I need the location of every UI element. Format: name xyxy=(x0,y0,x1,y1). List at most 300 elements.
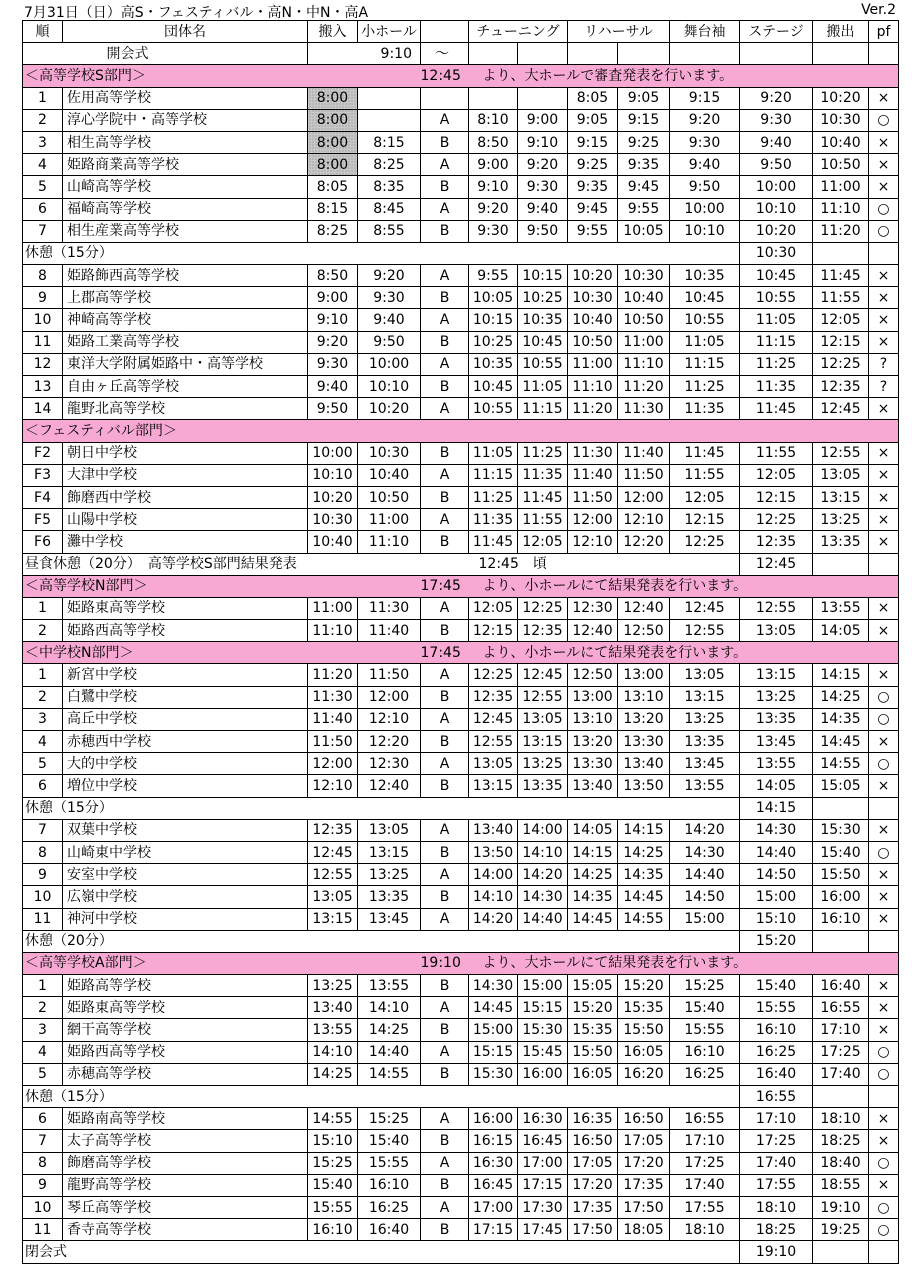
order-number: 4 xyxy=(23,731,63,753)
order-number: 13 xyxy=(23,376,63,398)
rehearsal-start: 14:15 xyxy=(568,841,618,863)
stage-time: 9:50 xyxy=(740,154,813,176)
load-out-time: 10:30 xyxy=(813,109,869,131)
wing-time: 15:55 xyxy=(670,1019,740,1041)
tuning-end: 12:35 xyxy=(518,620,568,642)
rehearsal-start: 13:30 xyxy=(568,753,618,775)
small-hall-time: 14:40 xyxy=(358,1041,421,1063)
room-letter: A xyxy=(421,509,469,531)
stage-time: 16:40 xyxy=(740,1063,813,1085)
col-header-rehearsal: リハーサル xyxy=(568,21,670,43)
small-hall-time: 8:15 xyxy=(358,131,421,153)
load-out-time: 19:25 xyxy=(813,1219,869,1241)
stage-time: 9:20 xyxy=(740,87,813,109)
room-letter: B xyxy=(421,775,469,797)
rehearsal-start: 15:05 xyxy=(568,975,618,997)
col-header-order: 順 xyxy=(23,21,63,43)
rehearsal-start: 13:10 xyxy=(568,708,618,730)
order-number: 5 xyxy=(23,176,63,198)
cell xyxy=(813,1086,869,1108)
load-out-time: 13:55 xyxy=(813,597,869,619)
group-name: 相生産業高等学校 xyxy=(63,220,308,242)
cell xyxy=(869,242,899,264)
tuning-start: 13:50 xyxy=(469,841,518,863)
pf-mark: ○ xyxy=(869,1063,899,1085)
section-result-time: 17:45 xyxy=(421,642,469,664)
pf-mark: × xyxy=(869,154,899,176)
load-out-time: 18:55 xyxy=(813,1174,869,1196)
break-row xyxy=(23,242,899,264)
rehearsal-start: 9:25 xyxy=(568,154,618,176)
small-hall-time: 10:10 xyxy=(358,376,421,398)
load-out-time: 11:00 xyxy=(813,176,869,198)
small-hall-time: 16:10 xyxy=(358,1174,421,1196)
stage-time: 9:30 xyxy=(740,109,813,131)
section-result-time: 17:45 xyxy=(421,575,469,597)
small-hall-time: 9:40 xyxy=(358,309,421,331)
schedule-row xyxy=(23,708,899,730)
stage-time: 16:55 xyxy=(740,1086,813,1108)
tuning-end xyxy=(518,87,568,109)
load-in-time: 8:50 xyxy=(308,265,358,287)
tuning-end: 9:30 xyxy=(518,176,568,198)
small-hall-time: 8:45 xyxy=(358,198,421,220)
tuning-end: 13:15 xyxy=(518,731,568,753)
pf-mark: × xyxy=(869,176,899,198)
rehearsal-end: 14:35 xyxy=(618,864,670,886)
rehearsal-end: 9:35 xyxy=(618,154,670,176)
schedule-row xyxy=(23,376,899,398)
schedule-row xyxy=(23,109,899,131)
section-result-note: より、小ホールにて結果発表を行います。 xyxy=(469,575,899,597)
rehearsal-start: 14:25 xyxy=(568,864,618,886)
group-name: 佐用高等学校 xyxy=(63,87,308,109)
order-number: 3 xyxy=(23,1019,63,1041)
wing-time: 12:05 xyxy=(670,486,740,508)
small-hall-time: 14:10 xyxy=(358,997,421,1019)
stage-time: 18:10 xyxy=(740,1196,813,1218)
schedule-row xyxy=(23,398,899,420)
break-label: 休憩（15分） xyxy=(23,797,740,819)
load-out-time: 16:00 xyxy=(813,886,869,908)
schedule-row xyxy=(23,908,899,930)
load-in-time: 11:00 xyxy=(308,597,358,619)
section-title: ＜高等学校S部門＞ xyxy=(23,65,421,87)
tuning-start: 15:30 xyxy=(469,1063,518,1085)
pf-mark: ○ xyxy=(869,1041,899,1063)
tuning-end: 11:25 xyxy=(518,442,568,464)
order-number: 4 xyxy=(23,1041,63,1063)
schedule-row xyxy=(23,331,899,353)
rehearsal-end: 15:50 xyxy=(618,1019,670,1041)
load-out-time: 11:55 xyxy=(813,287,869,309)
room-letter: B xyxy=(421,531,469,553)
schedule-row xyxy=(23,864,899,886)
order-number: 3 xyxy=(23,131,63,153)
small-hall-time: 12:30 xyxy=(358,753,421,775)
section-title: ＜中学校N部門＞ xyxy=(23,642,421,664)
wing-time: 10:10 xyxy=(670,220,740,242)
schedule-row xyxy=(23,87,899,109)
group-name: 高丘中学校 xyxy=(63,708,308,730)
section-result-note: より、大ホールで審査発表を行います。 xyxy=(469,65,899,87)
col-header-out: 搬出 xyxy=(813,21,869,43)
tuning-end: 15:15 xyxy=(518,997,568,1019)
schedule-row xyxy=(23,287,899,309)
schedule-row xyxy=(23,1174,899,1196)
small-hall-time: 13:55 xyxy=(358,975,421,997)
tuning-start: 11:15 xyxy=(469,464,518,486)
load-out-time: 11:10 xyxy=(813,198,869,220)
rehearsal-end: 12:40 xyxy=(618,597,670,619)
small-hall-time: 10:20 xyxy=(358,398,421,420)
wing-time: 10:55 xyxy=(670,309,740,331)
room-letter: A xyxy=(421,198,469,220)
small-hall-time: 15:55 xyxy=(358,1152,421,1174)
order-number: 11 xyxy=(23,1219,63,1241)
title-bar xyxy=(22,0,898,20)
pf-mark: ○ xyxy=(869,1219,899,1241)
rehearsal-start: 15:35 xyxy=(568,1019,618,1041)
stage-time: 12:35 xyxy=(740,531,813,553)
room-letter: A xyxy=(421,309,469,331)
schedule-row xyxy=(23,1219,899,1241)
small-hall-time: 15:25 xyxy=(358,1108,421,1130)
group-name: 龍野北高等学校 xyxy=(63,398,308,420)
wing-time: 11:25 xyxy=(670,376,740,398)
stage-time: 11:45 xyxy=(740,398,813,420)
small-hall-time: 11:10 xyxy=(358,531,421,553)
stage-time: 15:20 xyxy=(740,930,813,952)
pf-mark: × xyxy=(869,664,899,686)
page-title: 7月31日（日）高S・フェスティバル・高N・中N・高A xyxy=(24,5,369,21)
load-in-time: 9:20 xyxy=(308,331,358,353)
group-name: 神崎高等学校 xyxy=(63,309,308,331)
rehearsal-end: 11:50 xyxy=(618,464,670,486)
cell xyxy=(869,553,899,575)
pf-mark: × xyxy=(869,1130,899,1152)
schedule-row xyxy=(23,841,899,863)
stage-time: 12:15 xyxy=(740,486,813,508)
group-name: 山崎高等学校 xyxy=(63,176,308,198)
small-hall-time: 11:40 xyxy=(358,620,421,642)
stage-time: 17:55 xyxy=(740,1174,813,1196)
load-out-time: 12:35 xyxy=(813,376,869,398)
tuning-end: 11:55 xyxy=(518,509,568,531)
load-in-time: 8:00 xyxy=(308,109,358,131)
rehearsal-start: 13:20 xyxy=(568,731,618,753)
order-number: 2 xyxy=(23,620,63,642)
rehearsal-start: 14:35 xyxy=(568,886,618,908)
rehearsal-end: 14:45 xyxy=(618,886,670,908)
order-number: 1 xyxy=(23,597,63,619)
stage-time: 13:55 xyxy=(740,753,813,775)
tuning-start: 9:00 xyxy=(469,154,518,176)
rehearsal-end: 11:10 xyxy=(618,353,670,375)
order-number: 11 xyxy=(23,331,63,353)
wing-time: 18:10 xyxy=(670,1219,740,1241)
order-number: F6 xyxy=(23,531,63,553)
rehearsal-end: 14:15 xyxy=(618,819,670,841)
pf-mark: ○ xyxy=(869,841,899,863)
load-out-time: 19:10 xyxy=(813,1196,869,1218)
tuning-start: 13:40 xyxy=(469,819,518,841)
schedule-body xyxy=(23,21,899,1264)
wing-time: 15:40 xyxy=(670,997,740,1019)
rehearsal-start: 12:00 xyxy=(568,509,618,531)
tuning-end: 15:45 xyxy=(518,1041,568,1063)
tuning-end: 13:05 xyxy=(518,708,568,730)
tuning-start: 8:10 xyxy=(469,109,518,131)
pf-mark: ○ xyxy=(869,753,899,775)
pf-mark: ? xyxy=(869,376,899,398)
load-out-time: 16:10 xyxy=(813,908,869,930)
rehearsal-start: 17:35 xyxy=(568,1196,618,1218)
section-header-row xyxy=(23,952,899,974)
load-in-time: 8:00 xyxy=(308,87,358,109)
pf-mark: × xyxy=(869,1174,899,1196)
wing-time: 9:30 xyxy=(670,131,740,153)
schedule-row xyxy=(23,664,899,686)
rehearsal-start: 11:30 xyxy=(568,442,618,464)
order-number: F3 xyxy=(23,464,63,486)
stage-time: 13:05 xyxy=(740,620,813,642)
room-letter: A xyxy=(421,398,469,420)
stage-time: 15:10 xyxy=(740,908,813,930)
tuning-end: 9:50 xyxy=(518,220,568,242)
small-hall-time: 12:20 xyxy=(358,731,421,753)
tuning-start: 16:45 xyxy=(469,1174,518,1196)
group-name: 上郡高等学校 xyxy=(63,287,308,309)
tuning-end: 13:35 xyxy=(518,775,568,797)
tuning-end: 14:00 xyxy=(518,819,568,841)
load-out-time: 12:55 xyxy=(813,442,869,464)
tuning-end: 12:05 xyxy=(518,531,568,553)
order-number: 9 xyxy=(23,864,63,886)
wing-time: 17:25 xyxy=(670,1152,740,1174)
group-name: 姫路西高等学校 xyxy=(63,620,308,642)
load-out-time: 14:15 xyxy=(813,664,869,686)
order-number: 9 xyxy=(23,287,63,309)
order-number: 11 xyxy=(23,908,63,930)
tuning-start: 11:05 xyxy=(469,442,518,464)
load-in-time: 8:15 xyxy=(308,198,358,220)
break-label: 休憩（15分） xyxy=(23,242,740,264)
rehearsal-end: 12:50 xyxy=(618,620,670,642)
pf-mark: × xyxy=(869,398,899,420)
load-out-time: 18:10 xyxy=(813,1108,869,1130)
stage-time: 14:40 xyxy=(740,841,813,863)
small-hall-time: 15:40 xyxy=(358,1130,421,1152)
closing-row xyxy=(23,1241,899,1263)
tuning-start: 15:00 xyxy=(469,1019,518,1041)
rehearsal-start: 16:05 xyxy=(568,1063,618,1085)
pf-mark: × xyxy=(869,886,899,908)
rehearsal-start: 10:20 xyxy=(568,265,618,287)
stage-time: 9:40 xyxy=(740,131,813,153)
rehearsal-end: 10:05 xyxy=(618,220,670,242)
pf-mark: ○ xyxy=(869,1196,899,1218)
small-hall-time: 10:30 xyxy=(358,442,421,464)
room-letter: B xyxy=(421,1019,469,1041)
wing-time: 17:40 xyxy=(670,1174,740,1196)
rehearsal-start: 10:50 xyxy=(568,331,618,353)
rehearsal-start: 14:05 xyxy=(568,819,618,841)
load-in-time: 12:35 xyxy=(308,819,358,841)
group-name: 龍野高等学校 xyxy=(63,1174,308,1196)
cell xyxy=(869,930,899,952)
rehearsal-start: 9:15 xyxy=(568,131,618,153)
stage-time: 10:30 xyxy=(740,242,813,264)
stage-time: 13:15 xyxy=(740,664,813,686)
load-in-time: 13:25 xyxy=(308,975,358,997)
pf-mark: ○ xyxy=(869,109,899,131)
load-in-time: 8:05 xyxy=(308,176,358,198)
load-in-time: 13:55 xyxy=(308,1019,358,1041)
tuning-start: 9:55 xyxy=(469,265,518,287)
schedule-row xyxy=(23,1152,899,1174)
cell xyxy=(813,930,869,952)
rehearsal-end: 10:30 xyxy=(618,265,670,287)
order-number: 1 xyxy=(23,664,63,686)
room-letter: B xyxy=(421,886,469,908)
rehearsal-end: 18:05 xyxy=(618,1219,670,1241)
small-hall-time xyxy=(358,109,421,131)
tuning-start: 12:15 xyxy=(469,620,518,642)
wing-time: 9:20 xyxy=(670,109,740,131)
opening-tilde: 〜 xyxy=(421,43,469,65)
header-row xyxy=(23,21,899,43)
pf-mark: ? xyxy=(869,353,899,375)
schedule-row xyxy=(23,464,899,486)
wing-time: 15:25 xyxy=(670,975,740,997)
group-name: 白鷺中学校 xyxy=(63,686,308,708)
stage-time: 11:25 xyxy=(740,353,813,375)
section-header-row xyxy=(23,575,899,597)
room-letter: A xyxy=(421,1196,469,1218)
wing-time: 16:25 xyxy=(670,1063,740,1085)
order-number: 7 xyxy=(23,220,63,242)
load-out-time: 14:25 xyxy=(813,686,869,708)
section-result-time xyxy=(421,420,469,442)
room-letter: A xyxy=(421,353,469,375)
wing-time: 13:05 xyxy=(670,664,740,686)
rehearsal-start: 12:30 xyxy=(568,597,618,619)
stage-time: 13:45 xyxy=(740,731,813,753)
tuning-end: 17:30 xyxy=(518,1196,568,1218)
small-hall-time: 9:20 xyxy=(358,265,421,287)
group-name: 双葉中学校 xyxy=(63,819,308,841)
room-letter: B xyxy=(421,686,469,708)
tuning-end: 15:00 xyxy=(518,975,568,997)
tuning-start xyxy=(469,87,518,109)
schedule-row xyxy=(23,686,899,708)
small-hall-time: 13:45 xyxy=(358,908,421,930)
group-name: 琴丘高等学校 xyxy=(63,1196,308,1218)
tuning-start: 12:55 xyxy=(469,731,518,753)
tuning-start: 10:05 xyxy=(469,287,518,309)
small-hall-time: 13:25 xyxy=(358,864,421,886)
group-name: 飾磨高等学校 xyxy=(63,1152,308,1174)
room-letter: B xyxy=(421,1130,469,1152)
wing-time: 11:55 xyxy=(670,464,740,486)
wing-time: 13:55 xyxy=(670,775,740,797)
rehearsal-end: 11:30 xyxy=(618,398,670,420)
load-out-time: 15:30 xyxy=(813,819,869,841)
tuning-end: 10:55 xyxy=(518,353,568,375)
section-result-time: 19:10 xyxy=(421,952,469,974)
pf-mark: × xyxy=(869,265,899,287)
load-in-time: 12:00 xyxy=(308,753,358,775)
group-name: 姫路商業高等学校 xyxy=(63,154,308,176)
pf-mark: ○ xyxy=(869,708,899,730)
section-result-note xyxy=(469,420,899,442)
pf-mark: × xyxy=(869,486,899,508)
room-letter: A xyxy=(421,1108,469,1130)
small-hall-time: 12:00 xyxy=(358,686,421,708)
load-in-time: 14:55 xyxy=(308,1108,358,1130)
rehearsal-start: 11:40 xyxy=(568,464,618,486)
rehearsal-start: 14:45 xyxy=(568,908,618,930)
rehearsal-end: 13:00 xyxy=(618,664,670,686)
rehearsal-end: 10:50 xyxy=(618,309,670,331)
stage-time: 15:40 xyxy=(740,975,813,997)
wing-time: 17:55 xyxy=(670,1196,740,1218)
stage-time: 19:10 xyxy=(740,1241,813,1263)
wing-time: 13:35 xyxy=(670,731,740,753)
small-hall-time: 8:25 xyxy=(358,154,421,176)
wing-time: 9:40 xyxy=(670,154,740,176)
wing-time: 17:10 xyxy=(670,1130,740,1152)
rehearsal-end: 11:00 xyxy=(618,331,670,353)
rehearsal-end: 15:20 xyxy=(618,975,670,997)
rehearsal-end: 16:05 xyxy=(618,1041,670,1063)
schedule-row xyxy=(23,731,899,753)
order-number: 8 xyxy=(23,841,63,863)
small-hall-time: 12:40 xyxy=(358,775,421,797)
room-letter: B xyxy=(421,287,469,309)
opening-row xyxy=(23,43,899,65)
cell xyxy=(869,1086,899,1108)
rehearsal-end: 17:35 xyxy=(618,1174,670,1196)
load-out-time: 17:40 xyxy=(813,1063,869,1085)
tuning-end: 10:35 xyxy=(518,309,568,331)
pf-mark: × xyxy=(869,87,899,109)
wing-time: 16:55 xyxy=(670,1108,740,1130)
pf-mark: × xyxy=(869,819,899,841)
load-out-time: 18:25 xyxy=(813,1130,869,1152)
stage-time: 10:00 xyxy=(740,176,813,198)
tuning-start: 13:05 xyxy=(469,753,518,775)
room-letter: B xyxy=(421,176,469,198)
load-out-time: 11:20 xyxy=(813,220,869,242)
load-in-time: 9:00 xyxy=(308,287,358,309)
load-in-time: 13:40 xyxy=(308,997,358,1019)
room-letter: A xyxy=(421,664,469,686)
load-out-time: 13:15 xyxy=(813,486,869,508)
rehearsal-start: 11:00 xyxy=(568,353,618,375)
group-name: 神河中学校 xyxy=(63,908,308,930)
schedule-row xyxy=(23,131,899,153)
order-number: 10 xyxy=(23,886,63,908)
order-number: 8 xyxy=(23,1152,63,1174)
wing-time: 12:15 xyxy=(670,509,740,531)
section-header-row xyxy=(23,420,899,442)
tuning-start: 10:55 xyxy=(469,398,518,420)
tuning-end: 16:30 xyxy=(518,1108,568,1130)
schedule-row xyxy=(23,597,899,619)
stage-time: 11:15 xyxy=(740,331,813,353)
